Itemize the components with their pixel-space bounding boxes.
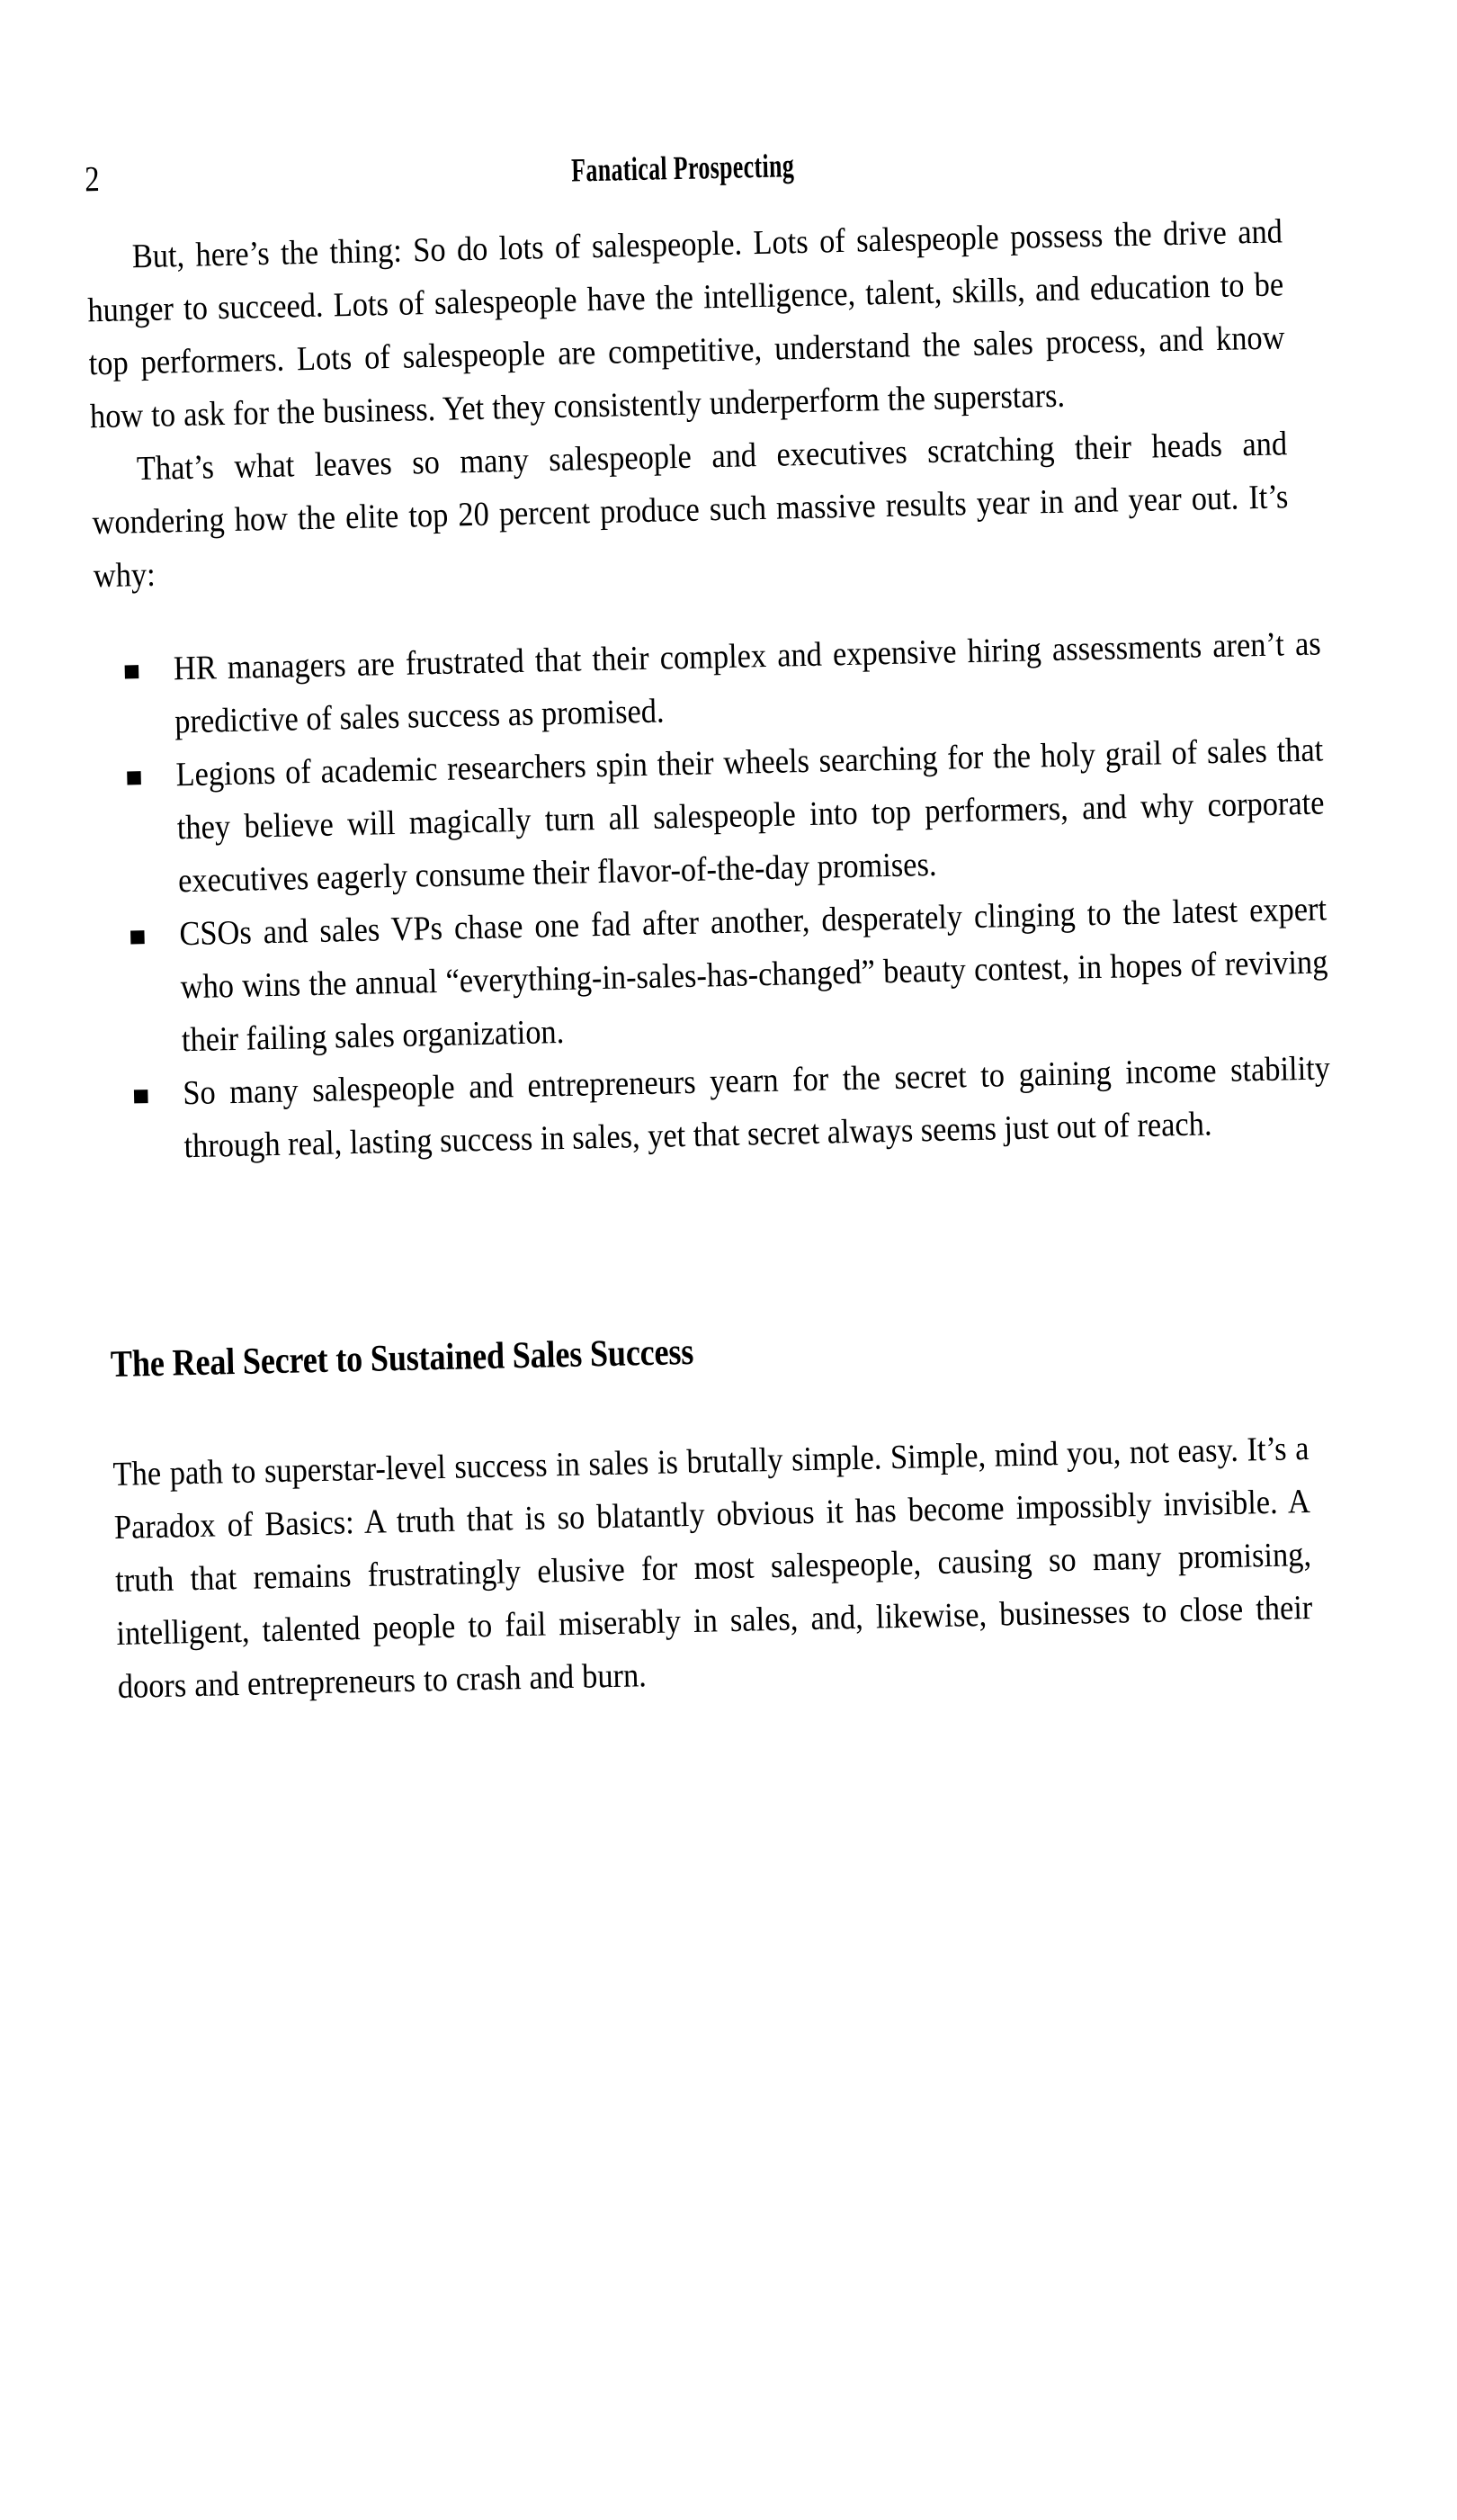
page-number: 2 — [84, 158, 101, 200]
square-bullet-icon — [130, 930, 145, 944]
square-bullet-icon — [125, 665, 139, 678]
list-item-text: Legions of academic researchers spin their wheels searching for the holy grail of sales that they believe will magically turn all salespeople into top performers, and why corporate executives eagerly consume their flavor-of-the-day promises. — [175, 731, 1325, 901]
list-item-text: So many salespeople and entrepreneurs yearn for the secret to gaining income stability through real, lasting success in sales, yet that secret always seems just out of reach. — [182, 1049, 1331, 1166]
square-bullet-icon — [134, 1090, 148, 1103]
running-head-title: Fanatical Prospecting — [570, 148, 795, 190]
closing-paragraph: The path to superstar-level success in sales is brutally simple. Simple, mind you, not easy. It’s a Paradox of Basics: A truth that is so blatantly obvious it has become impossibly invisible. A truth that remains frustratingly elusive for most salespeople, causing so many promising, intelligent, talented people to fail miserably in sales, and, likewise, businesses to close their doors and entrepreneurs to crash and burn. — [112, 1430, 1313, 1707]
bullet-list — [95, 618, 1331, 1175]
list-item — [101, 883, 1329, 1069]
body-paragraph-2: That’s what leaves so many salespeople and executives scratching their heads and wondering how the elite top 20 percent produce such massive results year in and year out. It’s why: — [92, 425, 1289, 596]
section-heading: The Real Secret to Sustained Sales Success — [110, 1331, 694, 1386]
list-item-text: CSOs and sales VPs chase one fad after another, desperately clinging to the latest expert who wins the annual “everything-in-sales-has-changed” beauty contest, in hopes of reviving their failing sales organization. — [178, 890, 1328, 1060]
list-item — [97, 723, 1326, 910]
spacer-before-heading — [106, 1149, 1306, 1344]
page-content — [84, 122, 1331, 1714]
body-paragraph-1: But, here’s the thing: So do lots of salespeople. Lots of salespeople possess the drive and hunger to succeed. Lots of salespeople have the intelligence, talent, skills, and education to be top performers. Lots of salespeople are competitive, understand the sales process, and know how to ask for the business. Yet they consistently underperform the superstars. — [86, 212, 1285, 436]
list-item-text: HR managers are frustrated that their complex and expensive hiring assessments aren’t as predictive of sales success as promised. — [173, 624, 1322, 741]
square-bullet-icon — [127, 771, 141, 785]
